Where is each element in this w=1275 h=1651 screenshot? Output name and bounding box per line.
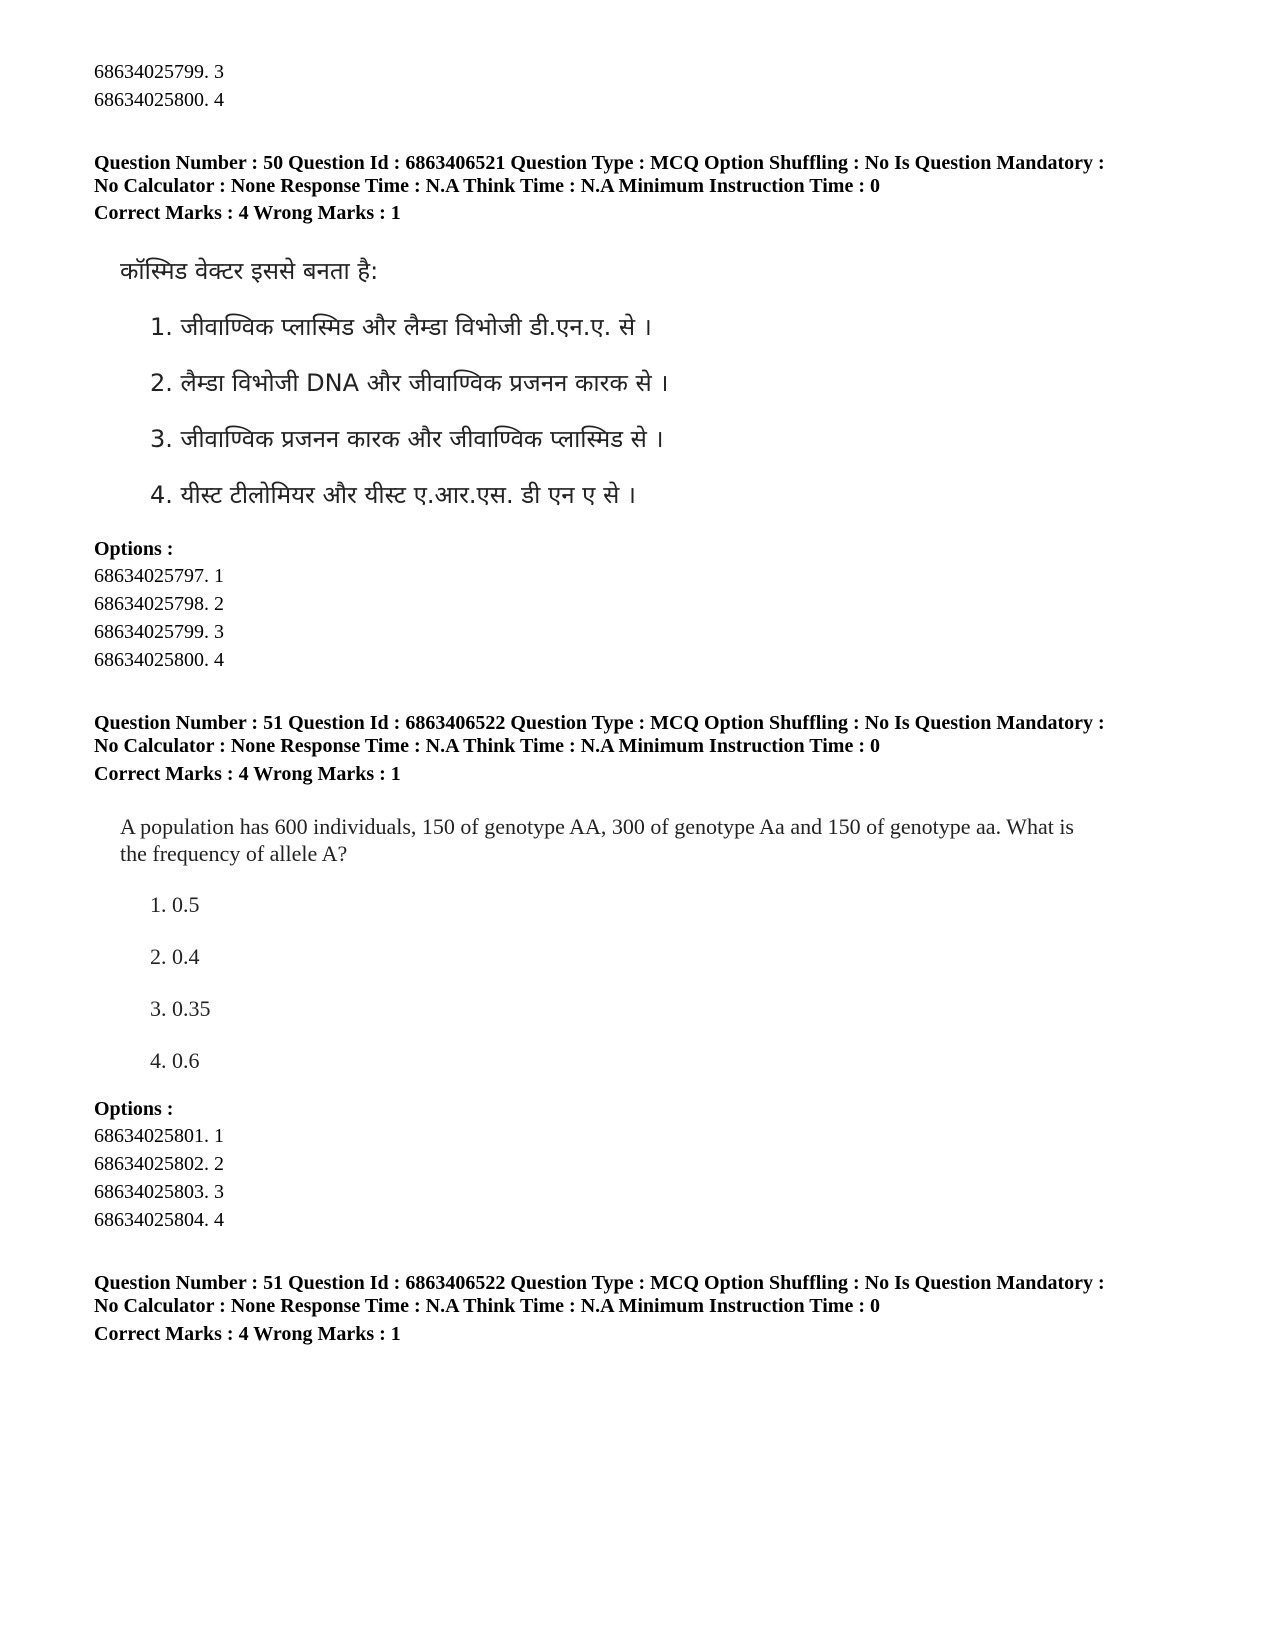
marks-line: Correct Marks : 4 Wrong Marks : 1 [94,202,401,224]
question-header-line1: Question Number : 51 Question Id : 6863406522 Question Type : MCQ Option Shuffling : No Is Question Mandatory : [94,1272,1105,1294]
answer-choice: 2. लैम्डा विभोजी DNA और जीवाण्विक प्रजनन कारक से । [150,369,669,397]
question-header-line1: Question Number : 50 Question Id : 6863406521 Question Type : MCQ Option Shuffling : No Is Question Mandatory : [94,152,1105,174]
option-line: 68634025798. 2 [94,593,224,615]
answer-choice: 3. जीवाण्विक प्रजनन कारक और जीवाण्विक प्लास्मिड से । [150,425,664,453]
option-line: 68634025803. 3 [94,1181,224,1203]
option-line: 68634025799. 3 [94,61,224,83]
question-text-line1: A population has 600 individuals, 150 of genotype AA, 300 of genotype Aa and 150 of genotype aa. What is [120,814,1074,839]
option-line: 68634025800. 4 [94,649,224,671]
options-label: Options : [94,538,174,560]
question-header-line2: No Calculator : None Response Time : N.A Think Time : N.A Minimum Instruction Time : 0 [94,175,880,197]
option-line: 68634025802. 2 [94,1153,224,1175]
question-header-line1: Question Number : 51 Question Id : 6863406522 Question Type : MCQ Option Shuffling : No Is Question Mandatory : [94,712,1105,734]
question-text-line2: the frequency of allele A? [120,841,348,866]
answer-choice: 1. जीवाण्विक प्लास्मिड और लैम्डा विभोजी डी.एन.ए. से । [150,313,652,341]
option-line: 68634025797. 1 [94,565,224,587]
option-line: 68634025804. 4 [94,1209,224,1231]
option-line: 68634025800. 4 [94,89,224,111]
marks-line: Correct Marks : 4 Wrong Marks : 1 [94,1323,401,1345]
answer-choice: 2. 0.4 [150,944,200,969]
options-label: Options : [94,1098,174,1120]
question-text: कॉस्मिड वेक्टर इससे बनता है: [120,257,379,285]
answer-choice: 4. यीस्ट टीलोमियर और यीस्ट ए.आर.एस. डी एन ए से । [150,481,637,509]
question-header-line2: No Calculator : None Response Time : N.A Think Time : N.A Minimum Instruction Time : 0 [94,1295,880,1317]
answer-choice: 4. 0.6 [150,1048,200,1073]
answer-choice: 3. 0.35 [150,996,211,1021]
option-line: 68634025799. 3 [94,621,224,643]
question-header-line2: No Calculator : None Response Time : N.A Think Time : N.A Minimum Instruction Time : 0 [94,735,880,757]
option-line: 68634025801. 1 [94,1125,224,1147]
answer-choice: 1. 0.5 [150,892,200,917]
marks-line: Correct Marks : 4 Wrong Marks : 1 [94,763,401,785]
